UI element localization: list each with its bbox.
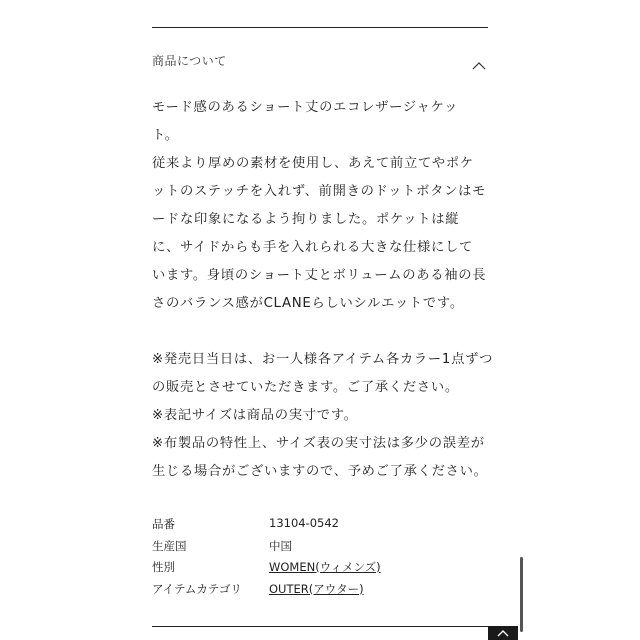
gender-link[interactable]: WOMEN(ウィメンズ) bbox=[269, 560, 381, 574]
top-divider bbox=[152, 27, 488, 28]
spec-row-product-number bbox=[152, 516, 488, 538]
spec-value: 中国 bbox=[269, 538, 292, 553]
description-spacer bbox=[152, 318, 492, 346]
product-description bbox=[152, 94, 492, 486]
spec-label: 品番 bbox=[152, 517, 175, 531]
spec-row-country bbox=[152, 538, 488, 560]
chevron-up-small-icon bbox=[497, 629, 509, 637]
description-line: に、サイドからも手を入れられる大きな仕様にして bbox=[152, 240, 473, 255]
note-line: の販売とさせていただきます。ご了承ください。 bbox=[152, 380, 459, 395]
note-line: ※発売日当日は、お一人様各アイテム各カラー1点ずつ bbox=[152, 352, 494, 367]
spec-value: 13104-0542 bbox=[269, 516, 339, 530]
description-line: ト。 bbox=[152, 128, 179, 143]
spec-row-gender bbox=[152, 559, 488, 581]
product-info-accordion-header[interactable] bbox=[152, 52, 488, 74]
description-line: ードな印象になるよう拘りました。ポケットは縦 bbox=[152, 212, 460, 227]
bottom-divider bbox=[152, 626, 488, 627]
scroll-top-button[interactable] bbox=[488, 626, 518, 640]
section-title: 商品について bbox=[152, 54, 227, 68]
spec-label: アイテムカテゴリ bbox=[152, 581, 242, 596]
spec-label: 生産国 bbox=[152, 538, 187, 553]
description-line: ットのステッチを入れず、前開きのドットボタンはモ bbox=[152, 184, 487, 199]
spec-label: 性別 bbox=[152, 560, 175, 574]
description-line: モード感のあるショート丈のエコレザージャケッ bbox=[152, 100, 458, 115]
description-line: 従来より厚めの素材を使用し、あえて前立てやポケ bbox=[152, 156, 474, 171]
category-link[interactable]: OUTER(アウター) bbox=[269, 581, 364, 596]
chevron-up-icon[interactable] bbox=[472, 56, 486, 66]
note-line: ※表記サイズは商品の実寸です。 bbox=[152, 408, 358, 423]
description-line: さのバランス感がCLANEらしいシルエットです。 bbox=[152, 296, 464, 311]
description-line: います。身頃のショート丈とボリュームのある袖の長 bbox=[152, 268, 487, 283]
note-line: 生じる場合がございますので、予めご了承ください。 bbox=[152, 464, 488, 479]
note-line: ※布製品の特性上、サイズ表の実寸法は多少の誤差が bbox=[152, 436, 485, 451]
scrollbar-thumb[interactable] bbox=[520, 557, 523, 632]
spec-row-category bbox=[152, 581, 488, 603]
spec-table bbox=[152, 516, 488, 602]
